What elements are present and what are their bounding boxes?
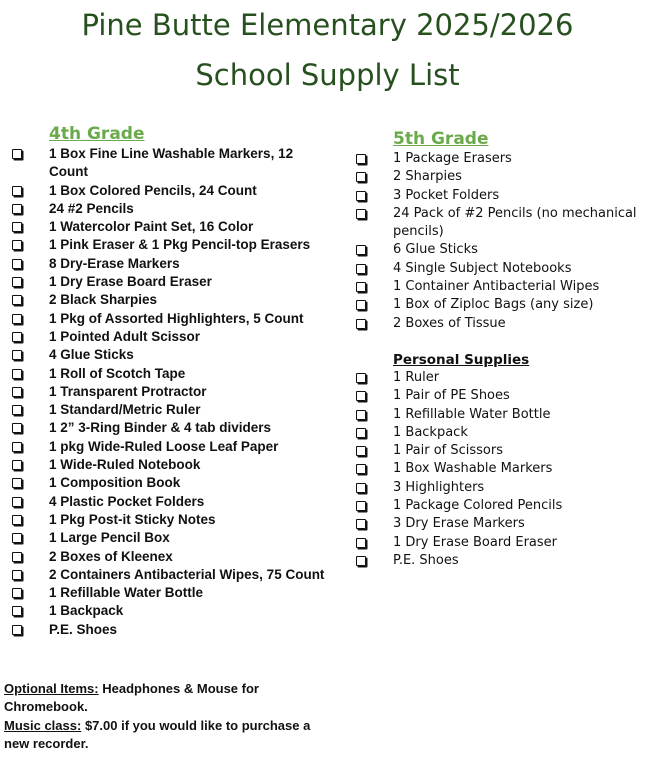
list-item: [356, 460, 653, 478]
checkbox-icon: [356, 538, 366, 548]
list-item: [12, 419, 327, 437]
checkbox-icon: [356, 483, 366, 493]
list-item-text: 1 Box Fine Line Washable Markers, 12 Count: [49, 146, 294, 180]
checkbox-icon: [12, 314, 22, 324]
list-item: [12, 328, 327, 346]
checkbox-icon: [12, 387, 22, 397]
list-item: [12, 548, 327, 566]
list-item-text: 4 Single Subject Notebooks: [393, 260, 572, 276]
checkbox-icon: [12, 625, 22, 635]
checkbox-icon: [12, 259, 22, 269]
list-item-text: P.E. Shoes: [49, 621, 118, 637]
list-item-text: 1 Refillable Water Bottle: [49, 585, 204, 601]
list-item-text: 2 Containers Antibacterial Wipes, 75 Count: [49, 566, 325, 582]
list-item-text: 1 Pair of Scissors: [393, 443, 504, 459]
list-item: [356, 406, 653, 424]
list-item: [356, 187, 653, 205]
checkbox-icon: [356, 446, 366, 456]
list-item: [356, 369, 653, 387]
list-item: [12, 493, 327, 511]
checkbox-icon: [12, 369, 22, 379]
checkbox-icon: [356, 410, 366, 420]
checkbox-icon: [356, 391, 366, 401]
list-item: [12, 438, 327, 456]
list-item-text: 1 Package Colored Pencils: [393, 498, 563, 514]
list-item-text: 1 2” 3-Ring Binder & 4 tab dividers: [49, 420, 272, 436]
list-item-text: 1 Standard/Metric Ruler: [49, 402, 201, 418]
checkbox-icon: [12, 149, 22, 159]
list-item: [356, 424, 653, 442]
list-item: [12, 383, 327, 401]
checkbox-icon: [12, 240, 22, 250]
list-item-text: 1 Dry Erase Board Eraser: [393, 534, 557, 550]
list-item: [12, 529, 327, 547]
list-item: [12, 182, 327, 200]
list-item: [12, 291, 327, 309]
list-item-text: 1 Composition Book: [49, 475, 181, 491]
checkbox-icon: [12, 295, 22, 305]
checkbox-icon: [12, 478, 22, 488]
checkbox-icon: [12, 497, 22, 507]
list-item: [12, 365, 327, 383]
checkbox-icon: [356, 556, 366, 566]
list-item-text: 1 Dry Erase Board Eraser: [49, 274, 212, 290]
list-item-text: 1 Package Erasers: [393, 151, 512, 166]
list-item: [12, 566, 327, 584]
list-item-text: 1 Pair of PE Shoes: [393, 388, 510, 404]
checkbox-icon: [356, 300, 366, 310]
list-item-text: 1 Pink Eraser & 1 Pkg Pencil-top Erasers: [49, 237, 311, 253]
checkbox-icon: [356, 519, 366, 529]
list-item: [12, 401, 327, 419]
list-item-text: 1 Watercolor Paint Set, 16 Color: [49, 219, 254, 235]
list-item: [356, 296, 653, 314]
checkbox-icon: [356, 209, 366, 219]
checkbox-icon: [12, 442, 22, 452]
list-item: [356, 442, 653, 460]
list-item: [356, 534, 653, 552]
checkbox-icon: [356, 428, 366, 438]
checkbox-icon: [12, 277, 22, 287]
list-item-text: 1 Ruler: [393, 369, 440, 385]
list-item: [356, 479, 653, 497]
list-item-text: 1 Roll of Scotch Tape: [49, 365, 186, 381]
checkbox-icon: [12, 552, 22, 562]
personal-supplies-heading: Personal Supplies: [393, 351, 530, 368]
checkbox-icon: [12, 588, 22, 598]
list-item-text: 24 Pack of #2 Pencils (no mechanical pencils): [393, 205, 637, 240]
list-item: [12, 236, 327, 254]
list-item: [12, 255, 327, 273]
checkbox-icon: [356, 191, 366, 201]
list-item-text: 4 Glue Sticks: [49, 347, 134, 363]
list-item-text: 1 Backpack: [49, 603, 124, 619]
list-item: [356, 150, 653, 168]
list-item: [12, 511, 327, 529]
list-item-text: 1 Pkg of Assorted Highlighters, 5 Count: [49, 310, 304, 326]
list-item-text: 1 Box Colored Pencils, 24 Count: [49, 182, 257, 198]
list-item-text: 6 Glue Sticks: [393, 242, 478, 258]
checkbox-icon: [356, 464, 366, 474]
list-item-text: 3 Highlighters: [393, 479, 485, 495]
list-item: [356, 315, 653, 333]
page-subtitle: School Supply List: [195, 58, 460, 92]
list-item: [12, 200, 327, 218]
checkbox-icon: [356, 245, 366, 255]
grade5-section: [356, 129, 653, 570]
checkbox-icon: [356, 154, 366, 164]
list-item: [356, 260, 653, 278]
list-item-text: 1 Backpack: [393, 424, 468, 440]
music-class-label: Music class:: [4, 717, 82, 733]
grade5-heading: 5th Grade: [393, 129, 489, 149]
list-item-text: 1 Transparent Protractor: [49, 383, 207, 399]
list-item-text: 1 Large Pencil Box: [49, 530, 170, 546]
checkbox-icon: [356, 264, 366, 274]
checkbox-icon: [356, 501, 366, 511]
list-item-text: 1 Box Washable Markers: [393, 461, 553, 477]
checkbox-icon: [12, 350, 22, 360]
list-item: [12, 310, 327, 328]
checkbox-icon: [12, 460, 22, 470]
list-item-text: 1 Box of Ziploc Bags (any size): [393, 297, 594, 313]
list-item: [12, 602, 327, 620]
list-item: [12, 621, 327, 639]
list-item-text: 24 #2 Pencils: [49, 200, 134, 216]
grade5-list: [356, 150, 653, 333]
checkbox-icon: [12, 606, 22, 616]
optional-items-note: [4, 680, 324, 717]
checkbox-icon: [356, 373, 366, 383]
list-item: [12, 218, 327, 236]
list-item: [356, 278, 653, 296]
checkbox-icon: [12, 204, 22, 214]
list-item: [356, 241, 653, 259]
list-item-text: 1 pkg Wide-Ruled Loose Leaf Paper: [49, 438, 279, 454]
list-item-text: 1 Pointed Adult Scissor: [49, 328, 201, 344]
list-item-text: 4 Plastic Pocket Folders: [49, 493, 205, 509]
checkbox-icon: [12, 222, 22, 232]
list-item-text: 1 Wide-Ruled Notebook: [49, 457, 201, 473]
checkbox-icon: [12, 405, 22, 415]
checkbox-icon: [12, 515, 22, 525]
checkbox-icon: [12, 533, 22, 543]
list-item: [12, 456, 327, 474]
checkbox-icon: [12, 332, 22, 342]
checkbox-icon: [12, 423, 22, 433]
list-item: [12, 346, 327, 364]
list-item-text: 8 Dry-Erase Markers: [49, 255, 180, 271]
checkbox-icon: [356, 319, 366, 329]
optional-items-text: Headphones & Mouse for Chromebook.: [4, 681, 259, 715]
list-item-text: 1 Refillable Water Bottle: [393, 406, 551, 422]
list-item: [12, 584, 327, 602]
list-item: [356, 205, 653, 242]
list-item-text: 1 Container Antibacterial Wipes: [393, 279, 600, 295]
music-class-text: $7.00 if you would like to purchase a new recorder.: [4, 717, 311, 751]
list-item: [356, 515, 653, 533]
list-item-text: 1 Pkg Post-it Sticky Notes: [49, 511, 216, 527]
list-item: [12, 474, 327, 492]
list-item-text: 3 Pocket Folders: [393, 187, 500, 203]
list-item-text: 2 Sharpies: [393, 169, 462, 185]
grade4-heading: 4th Grade: [49, 124, 145, 144]
list-item-text: 3 Dry Erase Markers: [393, 516, 525, 532]
list-item: [12, 145, 327, 182]
list-item-text: 2 Black Sharpies: [49, 292, 158, 308]
checkbox-icon: [356, 282, 366, 292]
checkbox-icon: [12, 570, 22, 580]
list-item: [356, 387, 653, 405]
optional-items-label: Optional Items:: [4, 681, 99, 696]
checkbox-icon: [12, 186, 22, 196]
personal-supplies-list: [356, 369, 653, 570]
notes: [4, 680, 324, 753]
checkbox-icon: [356, 172, 366, 182]
list-item-text: 2 Boxes of Kleenex: [49, 548, 173, 564]
list-item: [12, 273, 327, 291]
list-item-text: P.E. Shoes: [393, 552, 459, 568]
list-item: [356, 552, 653, 570]
list-item: [356, 497, 653, 515]
grade4-list: [12, 145, 327, 639]
list-item-text: 2 Boxes of Tissue: [393, 315, 506, 331]
music-class-note: [4, 717, 324, 754]
list-item: [356, 168, 653, 186]
grade4-section: [12, 124, 327, 639]
page-title: Pine Butte Elementary 2025/2026: [81, 8, 574, 42]
